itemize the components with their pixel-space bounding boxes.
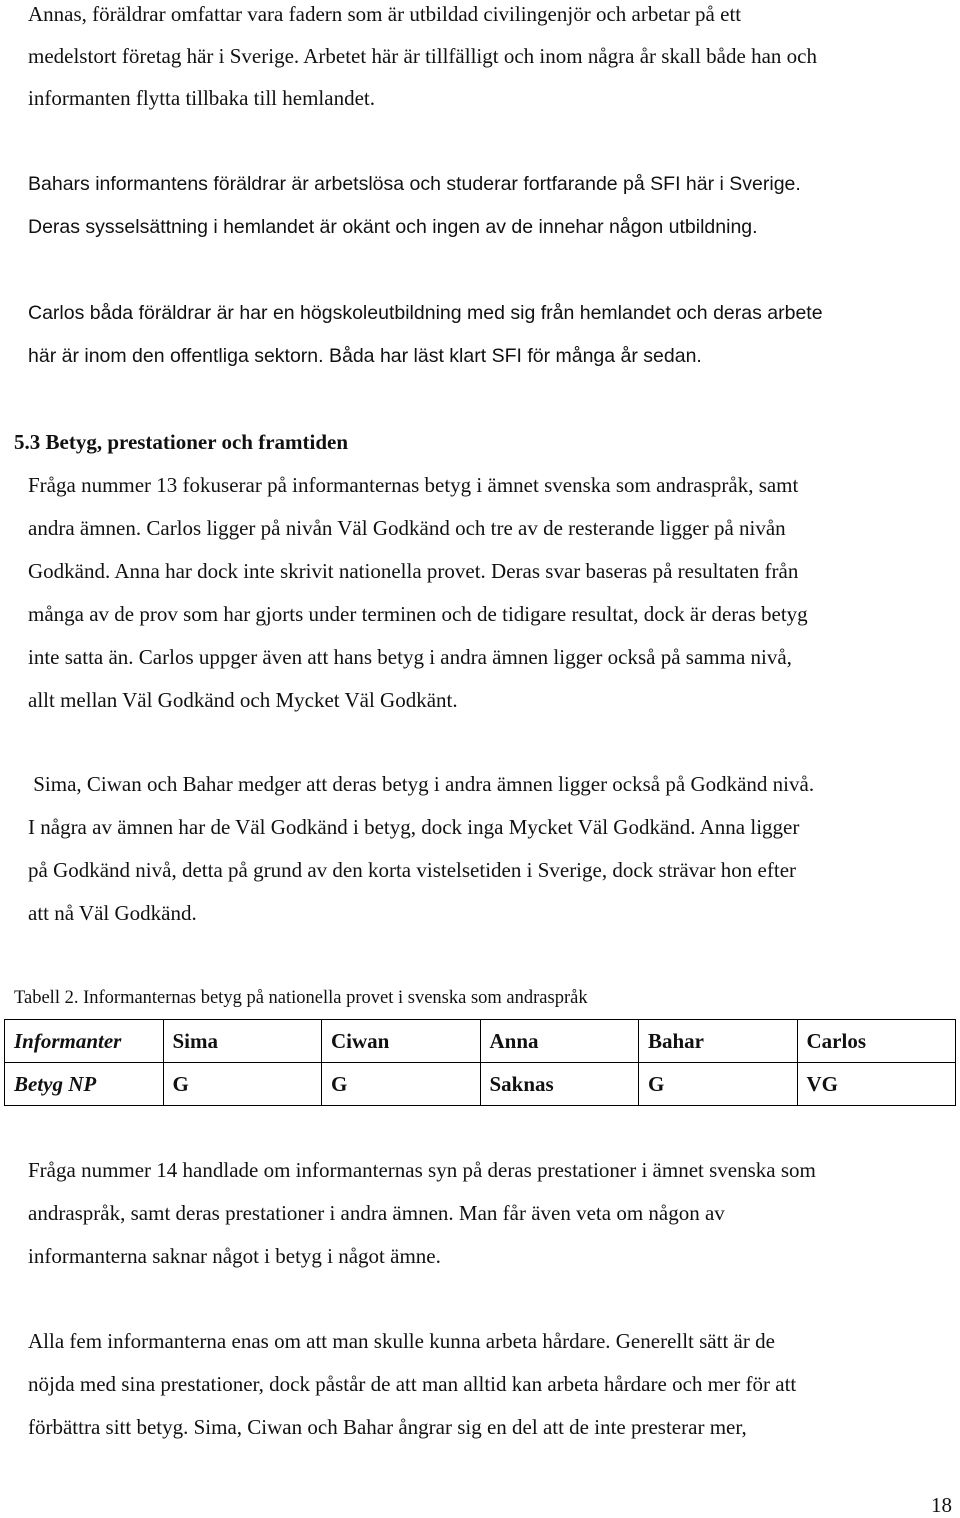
text-line: Deras sysselsättning i hemlandet är okänt och ingen av de innehar någon utbildning. [28, 216, 758, 238]
text-line: Bahars informantens föräldrar är arbetslösa och studerar fortfarande på SFI här i Sverige. [28, 173, 801, 195]
table-cell: Informanter [5, 1020, 164, 1063]
table-cell: Carlos [797, 1020, 956, 1063]
text-line: andraspråk, samt deras prestationer i andra ämnen. Man får även veta om någon av [28, 1201, 725, 1225]
text-line: informanterna saknar något i betyg i något ämne. [28, 1244, 441, 1268]
table-cell: Ciwan [322, 1020, 481, 1063]
table-cell: G [163, 1063, 322, 1106]
table-cell: G [639, 1063, 798, 1106]
table-cell: G [322, 1063, 481, 1106]
table-cell: Sima [163, 1020, 322, 1063]
table-caption: Tabell 2. Informanternas betyg på nationella provet i svenska som andraspråk [14, 988, 588, 1008]
text-line: medelstort företag här i Sverige. Arbetet här är tillfälligt och inom några år skall både han och [28, 44, 817, 68]
text-line: I några av ämnen har de Väl Godkänd i betyg, dock inga Mycket Väl Godkänd. Anna ligger [28, 815, 800, 839]
table-cell: Saknas [480, 1063, 639, 1106]
text-line: informanten flytta tillbaka till hemlandet. [28, 86, 375, 110]
text-line: förbättra sitt betyg. Sima, Ciwan och Bahar ångrar sig en del att de inte presterar mer, [28, 1415, 747, 1439]
table-row [5, 1063, 956, 1106]
text-line: att nå Väl Godkänd. [28, 901, 197, 925]
text-line: allt mellan Väl Godkänd och Mycket Väl Godkänt. [28, 688, 458, 712]
text-line: Godkänd. Anna har dock inte skrivit nationella provet. Deras svar baseras på resultaten från [28, 559, 799, 583]
text-line: många av de prov som har gjorts under terminen och de tidigare resultat, dock är deras betyg [28, 602, 808, 626]
table-cell: Anna [480, 1020, 639, 1063]
text-line: Fråga nummer 13 fokuserar på informanternas betyg i ämnet svenska som andraspråk, samt [28, 473, 799, 497]
text-line: Sima, Ciwan och Bahar medger att deras betyg i andra ämnen ligger också på Godkänd nivå. [28, 772, 815, 796]
section-heading: 5.3 Betyg, prestationer och framtiden [14, 430, 349, 454]
table-cell: Bahar [639, 1020, 798, 1063]
table-cell: VG [797, 1063, 956, 1106]
text-line: Annas, föräldrar omfattar vara fadern som är utbildad civilingenjör och arbetar på ett [28, 2, 742, 26]
text-line: Carlos båda föräldrar är har en högskoleutbildning med sig från hemlandet och deras arbete [28, 302, 823, 324]
text-line: på Godkänd nivå, detta på grund av den korta vistelsetiden i Sverige, dock strävar hon efter [28, 858, 797, 882]
page-number: 18 [931, 1493, 952, 1517]
text-line: här är inom den offentliga sektorn. Båda har läst klart SFI för många år sedan. [28, 345, 702, 367]
text-line: andra ämnen. Carlos ligger på nivån Väl Godkänd och tre av de resterande ligger på nivån [28, 516, 786, 540]
text-line: inte satta än. Carlos uppger även att hans betyg i andra ämnen ligger också på samma nivå, [28, 645, 792, 669]
table-header-row [5, 1020, 956, 1063]
text-line: nöjda med sina prestationer, dock påstår de att man alltid kan arbeta hårdare och mer för att [28, 1372, 797, 1396]
text-line: Fråga nummer 14 handlade om informanternas syn på deras prestationer i ämnet svenska som [28, 1158, 816, 1182]
grades-table [4, 1019, 956, 1106]
text-line: Alla fem informanterna enas om att man skulle kunna arbeta hårdare. Generellt sätt är de [28, 1329, 775, 1353]
table-cell: Betyg NP [5, 1063, 164, 1106]
